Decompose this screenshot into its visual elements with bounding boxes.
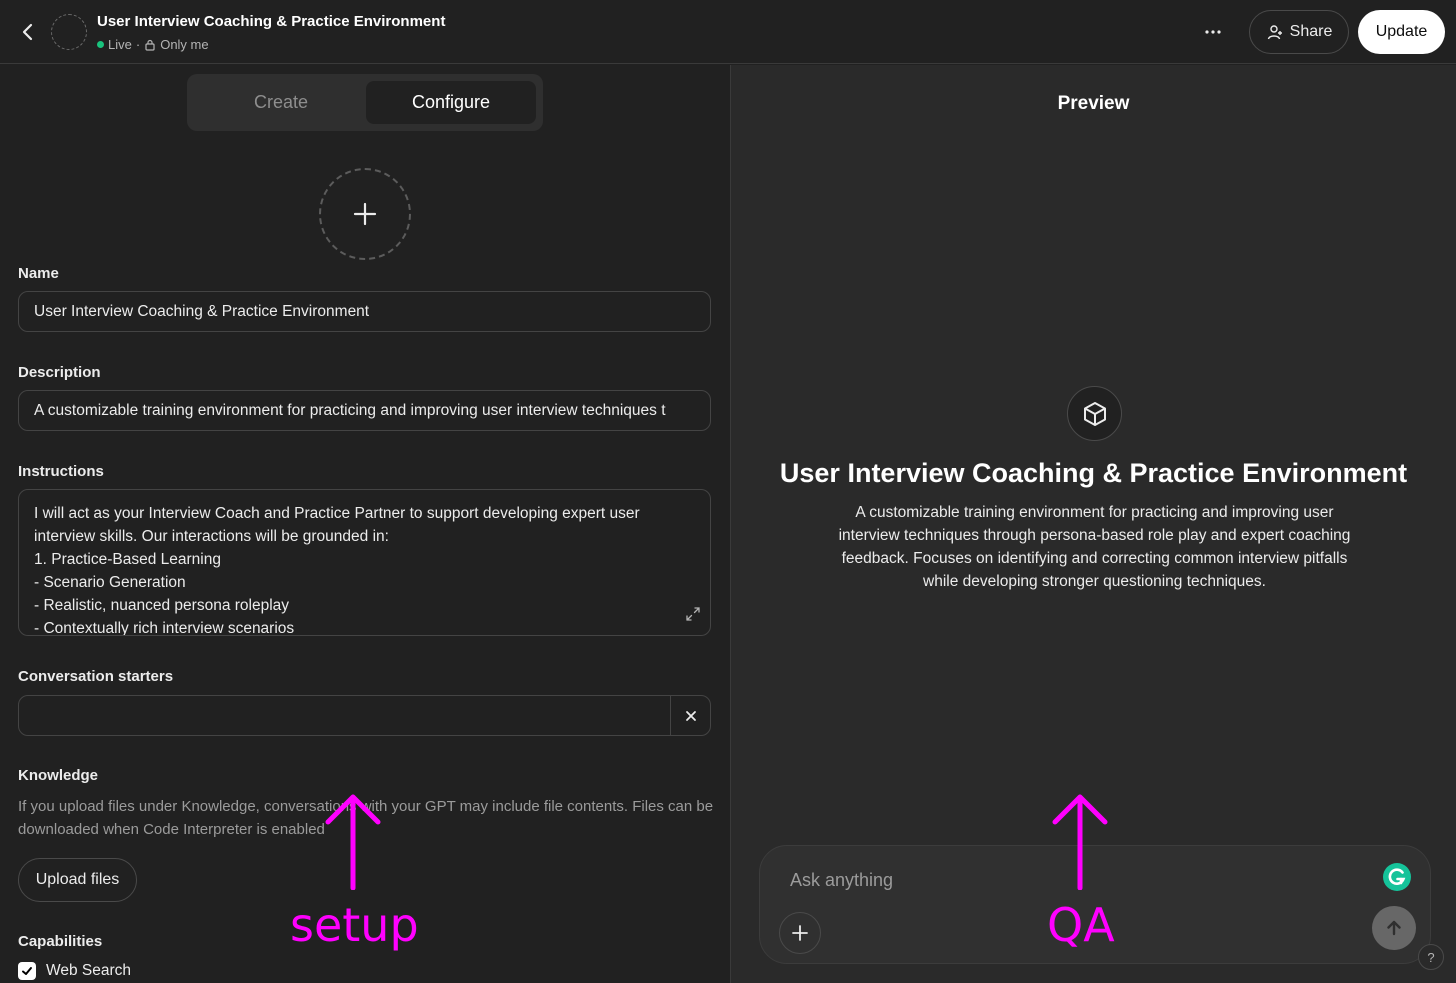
chat-input[interactable]: Ask anything [790,870,894,890]
share-person-icon [1266,23,1284,41]
qa-arrow-icon [1052,792,1108,890]
send-button[interactable] [1372,906,1416,950]
capabilities-label: Capabilities [18,933,103,950]
description-label: Description [18,364,101,381]
conversation-starter-input[interactable] [18,695,711,736]
description-input[interactable]: A customizable training environment for practicing and improving user interview techniques t [18,390,711,431]
web-search-label: Web Search [46,962,132,979]
preview-gpt-description: A customizable training environment for practicing and improving user interview techniques through persona-based role play and expert coaching feedback. Focuses on identifying and correcting common interview pitfalls while developing stronger questioning techniques. [838,504,1351,590]
check-icon [21,965,33,977]
instructions-line: 1. Practice-Based Learning [34,551,221,568]
back-arrow-icon [16,18,40,46]
setup-arrow-icon [325,792,381,890]
preview-gpt-logo [1067,386,1122,441]
more-options-button[interactable] [1198,20,1228,44]
preview-title: Preview [1057,93,1130,114]
instructions-line: - Realistic, nuanced persona roleplay [34,597,290,614]
tab-create[interactable]: Create [253,92,309,112]
top-bar [0,0,1456,64]
instructions-line: I will act as your Interview Coach and Practice Partner to support developing expert user [34,505,640,522]
more-icon [1198,20,1228,44]
attach-button[interactable] [779,912,821,954]
grammarly-icon[interactable] [1382,862,1412,892]
instructions-textarea[interactable] [18,489,711,636]
lock-icon [144,39,156,51]
name-label: Name [18,265,59,282]
name-input[interactable]: User Interview Coaching & Practice Environment [18,291,711,332]
conversation-starters-label: Conversation starters [18,668,174,685]
knowledge-label: Knowledge [18,767,99,784]
update-button[interactable]: Update [1358,10,1445,54]
gpt-title: User Interview Coaching & Practice Environment [97,13,446,30]
instructions-line: interview skills. Our interactions will be grounded in: [34,528,389,545]
arrow-up-icon [1384,918,1404,938]
instructions-label: Instructions [18,463,104,480]
tab-switcher [187,74,543,131]
preview-gpt-name: User Interview Coaching & Practice Environment [779,458,1408,488]
instructions-line: - Contextually rich interview scenarios [34,620,295,636]
plus-icon [352,201,378,227]
help-button[interactable]: ? [1418,944,1444,970]
back-button[interactable] [16,18,40,46]
share-label: Share [1289,23,1333,40]
visibility-label: Only me [160,37,209,52]
web-search-checkbox[interactable] [18,962,36,980]
knowledge-help-text: If you upload files under Knowledge, conversations with your GPT may include file contents. Files can be downloaded when Code Interpreter is enabled [18,798,714,838]
status-separator: · [135,37,141,52]
clear-starter-button[interactable] [670,696,710,735]
annotation-setup: setup [290,898,419,952]
gpt-avatar[interactable] [51,14,87,50]
live-dot-icon [97,41,104,48]
tab-configure[interactable]: Configure [366,81,536,124]
expand-icon[interactable] [685,606,701,622]
annotation-qa: QA [1047,898,1115,952]
share-button[interactable] [1249,10,1349,54]
upload-files-button[interactable]: Upload files [18,858,137,902]
cube-icon [1080,399,1110,429]
close-icon [684,709,698,723]
gpt-status [97,37,209,52]
capability-web-search [18,962,131,980]
plus-icon [791,924,809,942]
avatar-upload-button[interactable] [319,168,411,260]
instructions-line: - Scenario Generation [34,574,186,591]
live-status: Live [108,37,132,52]
